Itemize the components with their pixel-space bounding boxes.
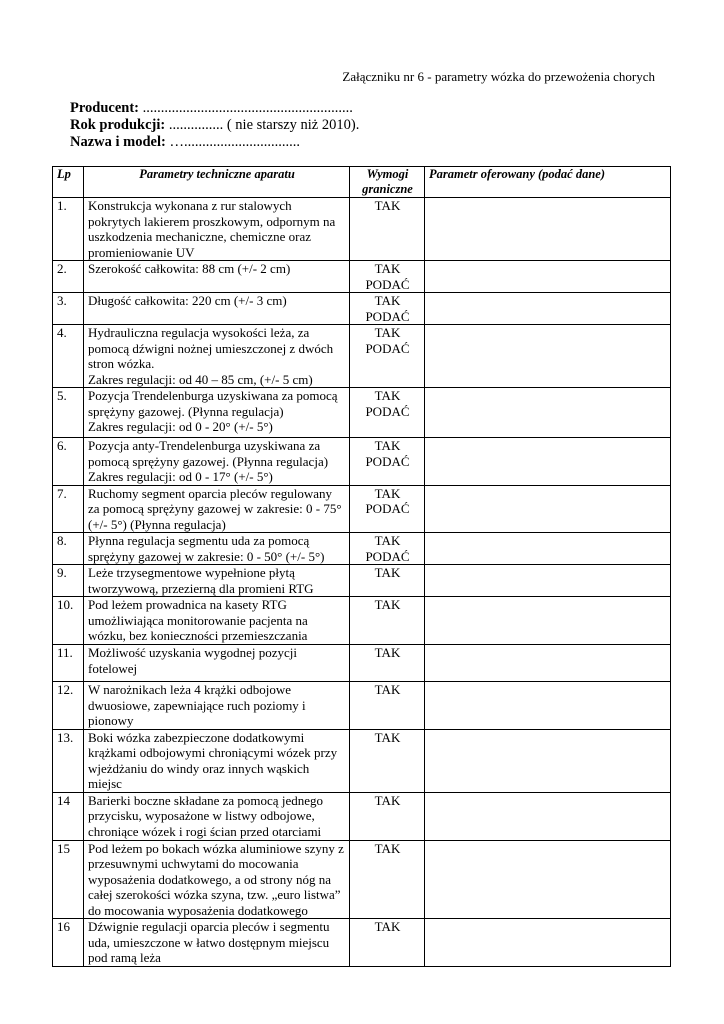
table-row — [53, 533, 671, 565]
table-row — [53, 565, 671, 597]
row-requirement: TAK — [350, 729, 425, 792]
table-row — [53, 840, 671, 919]
row-offered-value — [425, 729, 671, 792]
row-offered-value — [425, 388, 671, 438]
row-parameter: Leże trzysegmentowe wypełnione płytą tworzywową, przezierną dla promieni RTG — [84, 565, 350, 597]
header-lp: Lp — [53, 167, 84, 198]
table-row — [53, 325, 671, 388]
row-offered-value — [425, 261, 671, 293]
name-model-label: Nazwa i model: — [70, 134, 166, 150]
row-parameter: Barierki boczne składane za pomocą jednego przycisku, wyposażone w listwy odbojowe, chroniące wózek i rogi ścian przed otarciami — [84, 792, 350, 840]
header-parameters: Parametry techniczne aparatu — [84, 167, 350, 198]
row-offered-value — [425, 919, 671, 967]
row-number: 13. — [53, 729, 84, 792]
row-offered-value — [425, 325, 671, 388]
row-number: 11. — [53, 645, 84, 682]
row-requirement: TAK — [350, 919, 425, 967]
production-year-line — [70, 117, 359, 134]
name-model-value: …................................ — [165, 134, 300, 150]
row-requirement: TAK — [350, 682, 425, 730]
production-year-value: ............... ( nie starszy niż 2010). — [165, 117, 360, 133]
row-requirement: TAK — [350, 198, 425, 261]
producent-value: .......................................................... — [139, 100, 353, 116]
row-number: 10. — [53, 597, 84, 645]
row-offered-value — [425, 533, 671, 565]
row-parameter: Ruchomy segment oparcia pleców regulowany za pomocą sprężyny gazowej w zakresie: 0 - 75° (+/- 5°) (Płynna regulacja) — [84, 485, 350, 533]
table-row — [53, 682, 671, 730]
row-offered-value — [425, 792, 671, 840]
row-offered-value — [425, 682, 671, 730]
row-parameter: W narożnikach leża 4 krążki odbojowe dwuosiowe, zapewniające ruch poziomy i pionowy — [84, 682, 350, 730]
row-offered-value — [425, 565, 671, 597]
row-parameter: Szerokość całkowita: 88 cm (+/- 2 cm) — [84, 261, 350, 293]
table-row — [53, 645, 671, 682]
table-row — [53, 919, 671, 967]
row-requirement: TAK PODAĆ — [350, 325, 425, 388]
annex-title: Załączniku nr 6 - parametry wózka do przewożenia chorych — [342, 69, 655, 84]
row-parameter: Długość całkowita: 220 cm (+/- 3 cm) — [84, 293, 350, 325]
row-parameter: Hydrauliczna regulacja wysokości leża, za pomocą dźwigni nożnej umieszczonej z dwóch stron wózka. Zakres regulacji: od 40 – 85 cm, (+/- 5 cm) — [84, 325, 350, 388]
table-row — [53, 388, 671, 438]
row-number: 9. — [53, 565, 84, 597]
row-offered-value — [425, 438, 671, 486]
row-parameter: Pozycja Trendelenburga uzyskiwana za pomocą sprężyny gazowej. (Płynna regulacja) Zakres regulacji: od 0 - 20° (+/- 5°) — [84, 388, 350, 438]
row-number: 7. — [53, 485, 84, 533]
row-number: 12. — [53, 682, 84, 730]
row-number: 16 — [53, 919, 84, 967]
row-number: 15 — [53, 840, 84, 919]
row-number: 3. — [53, 293, 84, 325]
row-requirement: TAK PODAĆ — [350, 485, 425, 533]
row-number: 4. — [53, 325, 84, 388]
table-row — [53, 438, 671, 486]
row-offered-value — [425, 293, 671, 325]
row-number: 2. — [53, 261, 84, 293]
row-requirement: TAK — [350, 792, 425, 840]
table-row — [53, 261, 671, 293]
name-model-line — [70, 134, 359, 151]
row-requirement: TAK PODAĆ — [350, 293, 425, 325]
table-row — [53, 729, 671, 792]
equipment-metadata — [70, 100, 359, 151]
row-offered-value — [425, 645, 671, 682]
row-parameter: Konstrukcja wykonana z rur stalowych pokrytych lakierem proszkowym, odpornym na uszkodzenia mechaniczne, chemiczne oraz promieniowanie UV — [84, 198, 350, 261]
row-number: 1. — [53, 198, 84, 261]
table-row — [53, 293, 671, 325]
table-row — [53, 485, 671, 533]
parameters-table — [52, 166, 671, 967]
row-requirement: TAK PODAĆ — [350, 533, 425, 565]
row-requirement: TAK — [350, 597, 425, 645]
row-requirement: TAK PODAĆ — [350, 261, 425, 293]
row-parameter: Pod leżem po bokach wózka aluminiowe szyny z przesuwnymi uchwytami do mocowania wyposażenia dodatkowego, a od strony nóg na całej szerokości wózka szyna, tzw. „euro listwa” do mocowania wyposażenia dodatkowego — [84, 840, 350, 919]
table-header-row — [53, 167, 671, 198]
row-requirement: TAK — [350, 645, 425, 682]
row-parameter: Możliwość uzyskania wygodnej pozycji fotelowej — [84, 645, 350, 682]
row-parameter: Dźwignie regulacji oparcia pleców i segmentu uda, umieszczone w łatwo dostępnym miejscu pod ramą leża — [84, 919, 350, 967]
row-offered-value — [425, 840, 671, 919]
row-parameter: Pod leżem prowadnica na kasety RTG umożliwiająca monitorowanie pacjenta na wózku, bez konieczności przemieszczania — [84, 597, 350, 645]
row-parameter: Płynna regulacja segmentu uda za pomocą sprężyny gazowej w zakresie: 0 - 50° (+/- 5°) — [84, 533, 350, 565]
production-year-label: Rok produkcji: — [70, 117, 166, 133]
row-number: 6. — [53, 438, 84, 486]
row-offered-value — [425, 485, 671, 533]
table-row — [53, 597, 671, 645]
row-requirement: TAK PODAĆ — [350, 388, 425, 438]
row-requirement: TAK PODAĆ — [350, 438, 425, 486]
header-offered-parameter: Parametr oferowany (podać dane) — [425, 167, 671, 198]
row-offered-value — [425, 597, 671, 645]
table-row — [53, 792, 671, 840]
producent-label: Producent: — [70, 100, 140, 116]
table-row — [53, 198, 671, 261]
row-offered-value — [425, 198, 671, 261]
row-parameter: Pozycja anty-Trendelenburga uzyskiwana za pomocą sprężyny gazowej. (Płynna regulacja) Zakres regulacji: od 0 - 17° (+/- 5°) — [84, 438, 350, 486]
row-number: 5. — [53, 388, 84, 438]
row-requirement: TAK — [350, 840, 425, 919]
row-number: 8. — [53, 533, 84, 565]
row-number: 14 — [53, 792, 84, 840]
producent-line — [70, 100, 359, 117]
row-parameter: Boki wózka zabezpieczone dodatkowymi krążkami odbojowymi chroniącymi wózek przy wjeżdżaniu do windy oraz innych wąskich miejsc — [84, 729, 350, 792]
row-requirement: TAK — [350, 565, 425, 597]
header-requirements: Wymogi graniczne — [350, 167, 425, 198]
